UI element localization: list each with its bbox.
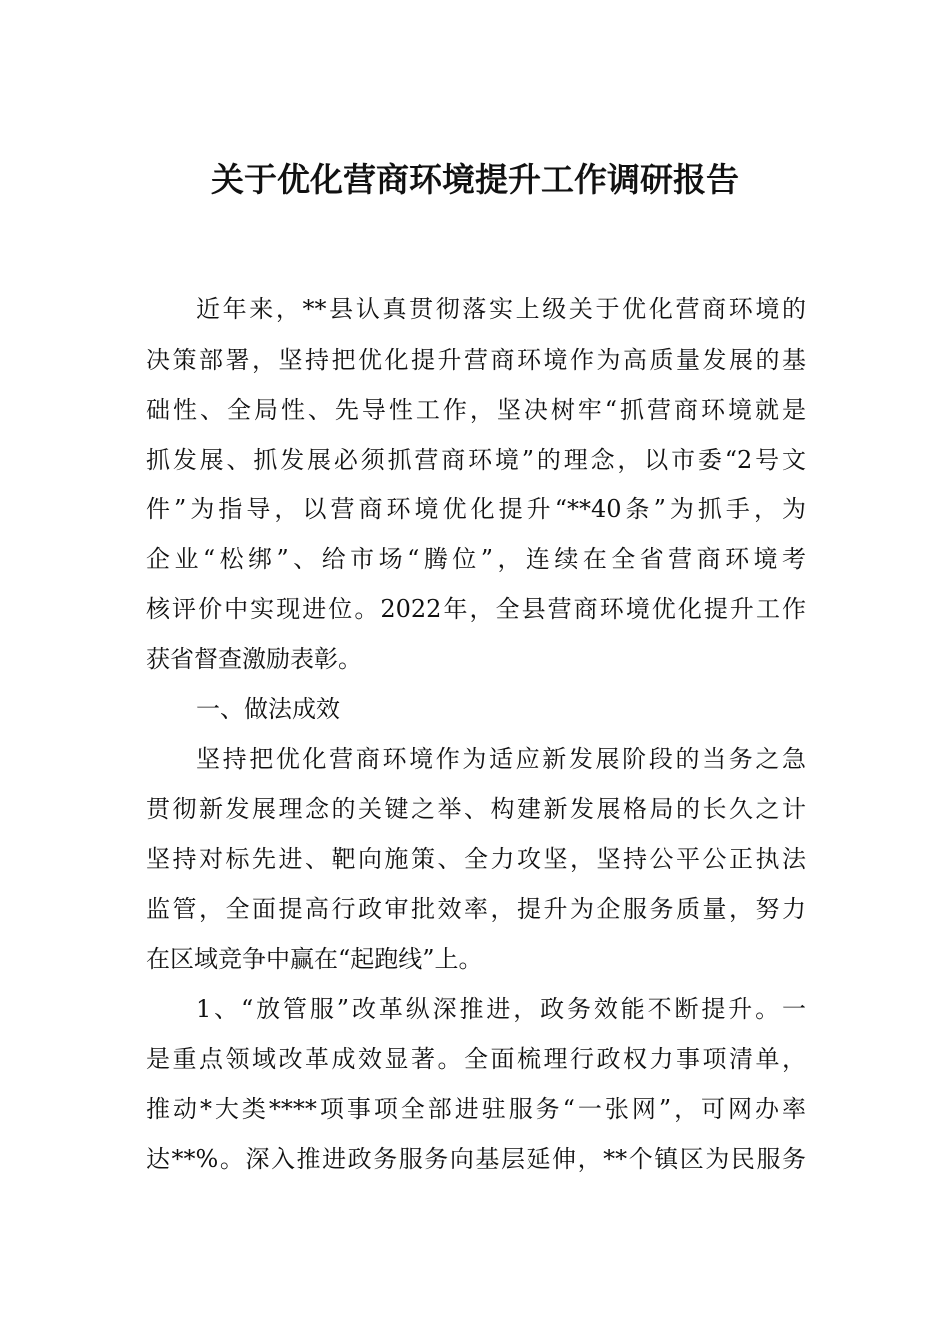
paragraph-line: 件”为指导，以营商环境优化提升“**40条”为抓手，为: [146, 495, 806, 523]
paragraph-line: 抓发展、抓发展必须抓营商环境”的理念，以市委“2号文: [146, 446, 806, 474]
paragraph-line: 贯彻新发展理念的关键之举、构建新发展格局的长久之计: [146, 795, 806, 823]
section-heading: 一、做法成效: [196, 695, 340, 723]
paragraph-line: 达**%。深入推进政务服务向基层延伸，**个镇区为民服务: [146, 1145, 806, 1173]
paragraph-line: 监管，全面提高行政审批效率，提升为企服务质量，努力: [146, 895, 806, 923]
paragraph-line: 推动*大类****项事项全部进驻服务“一张网”，可网办率: [146, 1095, 806, 1123]
paragraph-line: 企业“松绑”、给市场“腾位”，连续在全省营商环境考: [146, 545, 806, 573]
paragraph-line: 决策部署，坚持把优化提升营商环境作为高质量发展的基: [146, 346, 806, 374]
document-title: 关于优化营商环境提升工作调研报告: [211, 160, 739, 199]
paragraph-line: 在区域竞争中赢在“起跑线”上。: [146, 945, 483, 973]
paragraph-line: 坚持对标先进、靶向施策、全力攻坚，坚持公平公正执法: [146, 845, 806, 873]
paragraph-line: 核评价中实现进位。2022年，全县营商环境优化提升工作: [146, 595, 806, 623]
paragraph-line: 坚持把优化营商环境作为适应新发展阶段的当务之急: [196, 745, 806, 773]
paragraph-line: 础性、全局性、先导性工作，坚决树牢“抓营商环境就是: [146, 396, 806, 424]
paragraph-line: 获省督查激励表彰。: [146, 645, 362, 673]
paragraph-line: 是重点领域改革成效显著。全面梳理行政权力事项清单，: [146, 1045, 806, 1073]
paragraph-line: 近年来，**县认真贯彻落实上级关于优化营商环境的: [196, 295, 806, 323]
paragraph-line: 1、“放管服”改革纵深推进，政务效能不断提升。一: [196, 995, 806, 1023]
